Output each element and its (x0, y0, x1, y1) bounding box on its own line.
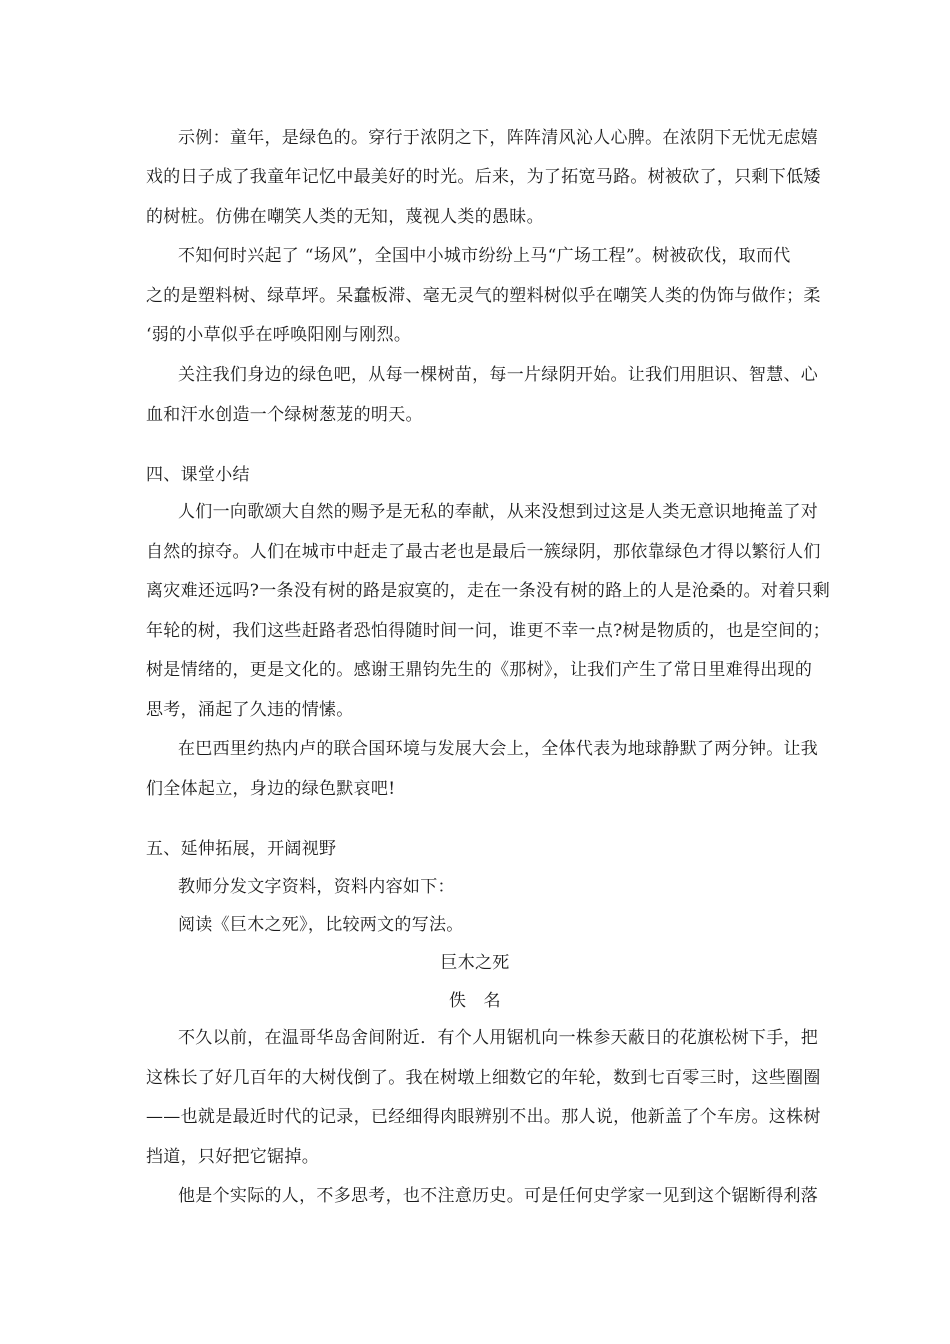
text-line: 这株长了好几百年的大树伐倒了。我在树墩上细数它的年轮，数到七百零三时，这些圈圈 (146, 1068, 821, 1088)
text-line: 离灾难还远吗?一条没有树的路是寂寞的，走在一条没有树的路上的人是沧桑的。对着只剩 (146, 581, 831, 601)
text-line: 血和汗水创造一个绿树葱茏的明天。 (146, 405, 423, 425)
text-line: 示例：童年，是绿色的。穿行于浓阴之下，阵阵清风沁人心脾。在浓阴下无忧无虑嬉 (178, 128, 819, 148)
text-line: 树是情绪的，更是文化的。感谢王鼎钧先生的《那树》，让我们产生了常日里难得出现的 (146, 660, 813, 680)
section-heading: 五、延伸拓展，开阔视野 (146, 839, 337, 859)
text-line: 人们一向歌颂大自然的赐予是无私的奉献，从来没想到过这是人类无意识地掩盖了对 (178, 502, 819, 522)
text-line: 的树桩。仿佛在嘲笑人类的无知，蔑视人类的愚昧。 (146, 207, 544, 227)
text-line: 关注我们身边的绿色吧，从每一棵树苗，每一片绿阴开始。让我们用胆识、智慧、心 (178, 365, 819, 385)
text-line: 阅读《巨木之死》，比较两文的写法。 (178, 915, 464, 935)
text-line: 不知何时兴起了 “场风”，全国中小城市纷纷上马“广场工程”。树被砍伐，取而代 (178, 246, 791, 266)
section-heading: 四、课堂小结 (146, 465, 250, 485)
text-line: 不久以前，在温哥华岛舍间附近．有个人用锯机向一株参天蔽日的花旗松树下手，把 (178, 1028, 819, 1048)
text-line: 他是个实际的人，不多思考，也不注意历史。可是任何史学家一见到这个锯断得利落 (178, 1186, 819, 1206)
text-line: 自然的掠夺。人们在城市中赶走了最古老也是最后一簇绿阴，那依靠绿色才得以繁衍人们 (146, 542, 821, 562)
text-line: 之的是塑料树、绿草坪。呆蠢板滞、毫无灵气的塑料树似乎在嘲笑人类的伪饰与做作；柔 (146, 286, 821, 306)
text-line: 在巴西里约热内卢的联合国环境与发展大会上，全体代表为地球静默了两分钟。让我 (178, 739, 819, 759)
text-line: ‘弱的小草似乎在呼唤阳刚与刚烈。 (146, 325, 412, 345)
text-line: 教师分发文字资料，资料内容如下： (178, 877, 455, 897)
text-line: 思考，涌起了久违的情愫。 (146, 700, 354, 720)
text-line: 们全体起立，身边的绿色默哀吧! (146, 779, 396, 799)
text-line: ——也就是最近时代的记录，已经细得肉眼辨别不出。那人说，他新盖了个车房。这株树 (146, 1107, 821, 1127)
article-author: 佚 名 (449, 991, 501, 1011)
text-line: 年轮的树，我们这些赶路者恐怕得随时间一问，谁更不幸一点?树是物质的，也是空间的； (146, 621, 831, 641)
text-line: 挡道，只好把它锯掉。 (146, 1147, 319, 1167)
article-title: 巨木之死 (440, 953, 510, 973)
text-line: 戏的日子成了我童年记忆中最美好的时光。后来，为了拓宽马路。树被砍了，只剩下低矮 (146, 167, 821, 187)
